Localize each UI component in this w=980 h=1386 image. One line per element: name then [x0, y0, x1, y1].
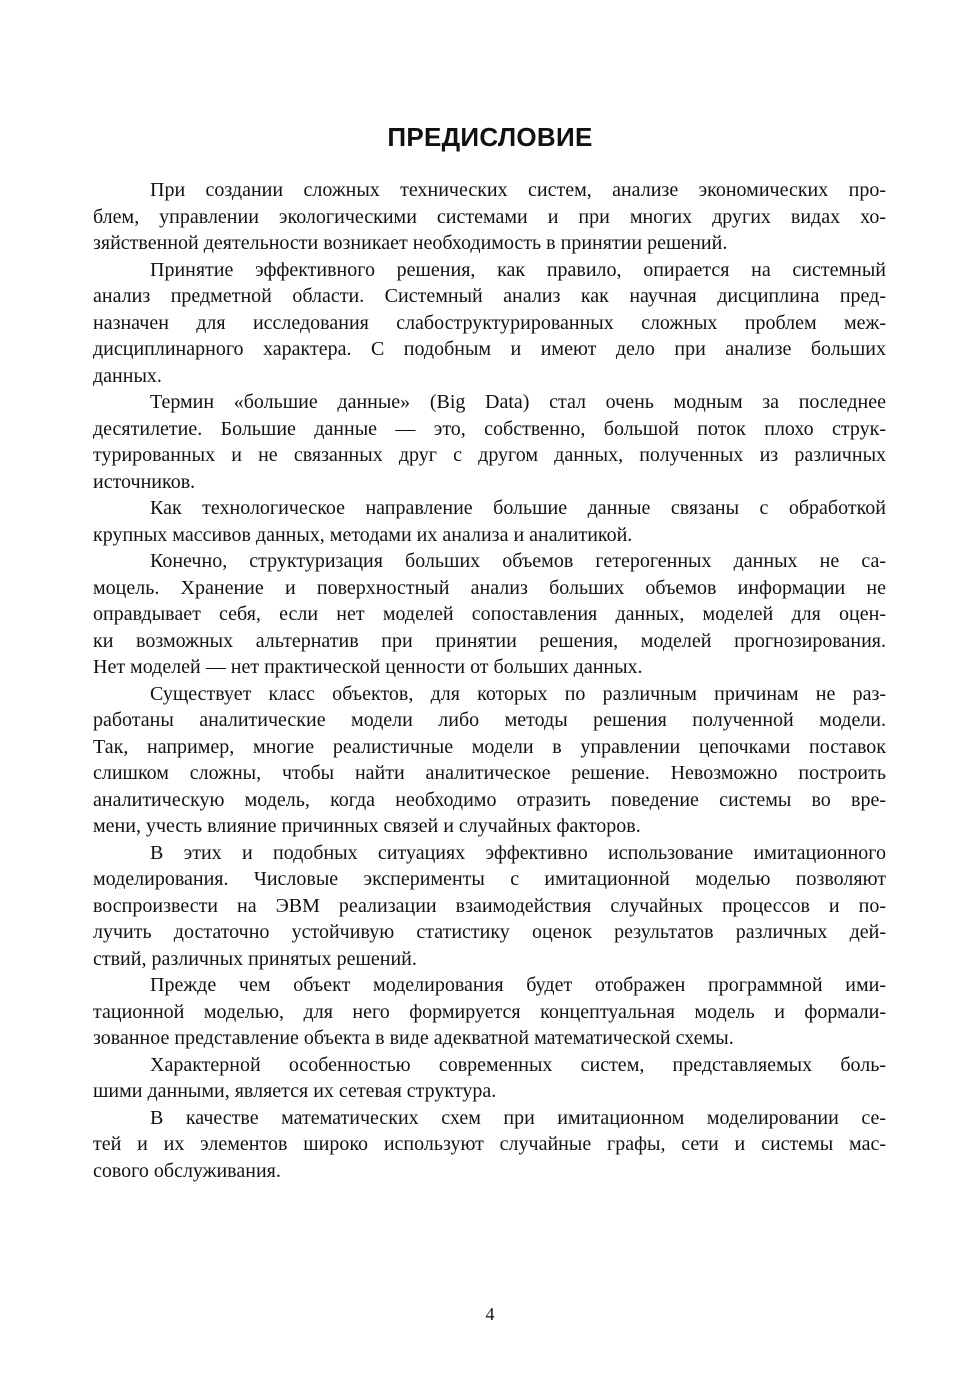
text-line: оправдывает себя, если нет моделей сопоставления данных, моделей для оцен-: [93, 603, 886, 625]
paragraph: [93, 495, 886, 548]
text-line: Характерной особенностью современных систем, представляемых боль-: [150, 1053, 886, 1076]
text-line: тей и их элементов широко используют случайные графы, сети и системы мас-: [93, 1133, 886, 1155]
paragraph: [93, 1052, 886, 1105]
text-line: анализ предметной области. Системный анализ как научная дисциплина пред-: [93, 285, 886, 307]
paragraph: [93, 389, 886, 495]
text-line: назначен для исследования слабоструктурированных сложных проблем меж-: [93, 311, 886, 334]
text-line: мени, учесть влияние причинных связей и случайных факторов.: [93, 815, 641, 837]
text-line: Прежде чем объект моделирования будет отображен программной ими-: [150, 974, 886, 996]
text-line: аналитическую модель, когда необходимо отразить поведение системы во вре-: [93, 788, 886, 811]
text-line: слишком сложны, чтобы найти аналитическое решение. Невозможно построить: [93, 762, 886, 784]
text-line: тационной моделью, для него формируется концептуальная модель и формали-: [93, 1000, 886, 1023]
document-body: [93, 177, 886, 1184]
text-line: Так, например, многие реалистичные модели в управлении цепочками поставок: [93, 735, 886, 758]
text-line: В качестве математических схем при имитационном моделировании се-: [150, 1106, 886, 1129]
text-line: моцель. Хранение и поверхностный анализ больших объемов информации не: [93, 576, 886, 599]
page-title: ПРЕДИСЛОВИЕ: [387, 122, 593, 152]
text-line: дисциплинарного характера. С подобным и имеют дело при анализе больших: [93, 338, 886, 360]
text-line: источников.: [93, 470, 196, 493]
page-number: 4: [485, 1304, 495, 1324]
paragraph: [93, 1105, 886, 1185]
paragraph: [93, 681, 886, 840]
text-line: сового обслуживания.: [93, 1159, 281, 1182]
text-line: ствий, различных принятых решений.: [93, 947, 417, 970]
paragraph: [93, 177, 886, 257]
text-line: работаны аналитические модели либо методы решения полученной модели.: [93, 709, 886, 731]
paragraph: [93, 257, 886, 390]
text-line: Как технологическое направление большие данные связаны с обработкой: [150, 497, 886, 519]
text-line: лучить достаточно устойчивую статистику оценок результатов различных дей-: [93, 921, 886, 943]
text-line: данных.: [93, 364, 162, 387]
text-line: воспроизвести на ЭВМ реализации взаимодействия случайных процессов и по-: [93, 894, 886, 917]
text-line: зяйственной деятельности возникает необходимость в принятии решений.: [93, 232, 728, 254]
text-line: крупных массивов данных, методами их анализа и аналитикой.: [93, 523, 633, 546]
paragraph: [93, 972, 886, 1052]
text-line: Нет моделей — нет практической ценности от больших данных.: [93, 656, 643, 678]
text-line: шими данными, является их сетевая структура.: [93, 1080, 497, 1102]
text-line: турированных и не связанных друг с другом данных, полученных из различных: [93, 444, 886, 466]
text-line: Термин «большие данные» (Big Data) стал очень модным за последнее: [150, 391, 886, 413]
paragraph: [93, 840, 886, 973]
text-line: блем, управлении экологическими системами и при многих других видах хо-: [93, 205, 886, 228]
text-line: Принятие эффективного решения, как правило, опирается на системный: [150, 258, 886, 281]
text-line: ки возможных альтернатив при принятии решения, моделей прогнозирования.: [93, 629, 886, 652]
text-line: зованное представление объекта в виде адекватной математической схемы.: [93, 1027, 734, 1049]
text-line: Конечно, структуризация больших объемов гетерогенных данных не са-: [150, 550, 886, 572]
text-line: Существует класс объектов, для которых по различным причинам не раз-: [150, 682, 886, 705]
text-line: моделирования. Числовые эксперименты с имитационной моделью позволяют: [93, 868, 886, 890]
text-line: десятилетие. Большие данные — это, собственно, большой поток плохо струк-: [93, 417, 886, 440]
text-line: При создании сложных технических систем, анализе экономических про-: [150, 179, 886, 201]
text-line: В этих и подобных ситуациях эффективно использование имитационного: [150, 841, 886, 864]
paragraph: [93, 548, 886, 681]
